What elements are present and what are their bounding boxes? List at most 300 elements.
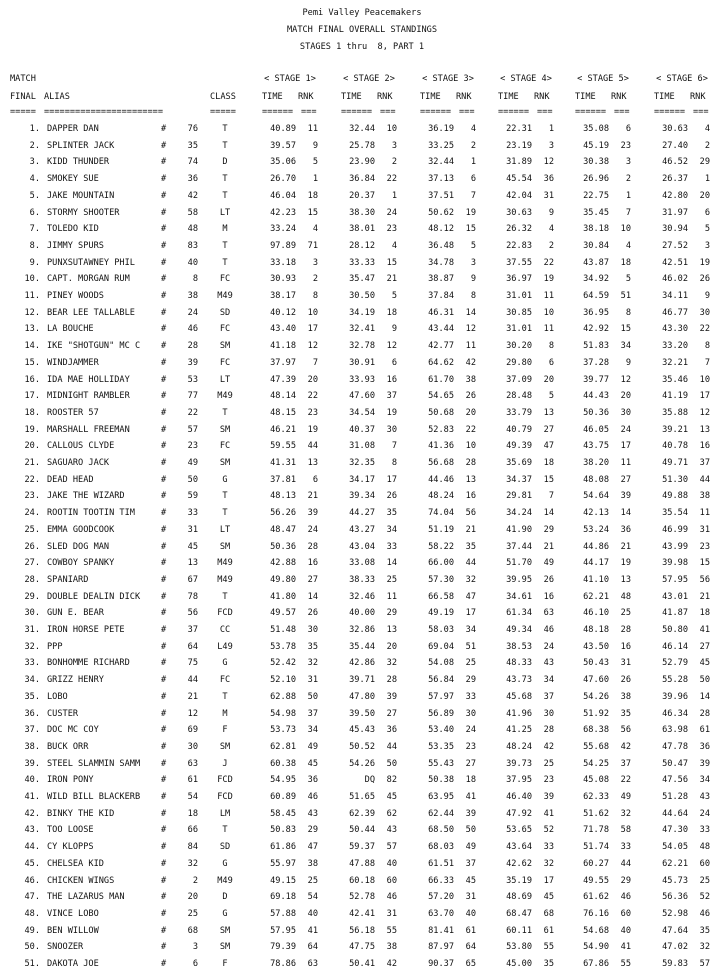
stage-1-time: 58.45 xyxy=(270,809,296,819)
stage-5-time: 44.17 xyxy=(583,558,609,568)
stage-5-time: 71.78 xyxy=(583,825,609,835)
stage-6-time: 43.01 xyxy=(662,592,688,602)
stage-5-rank: 60 xyxy=(620,909,631,919)
stage-3-time: 66.58 xyxy=(428,592,454,602)
stage-6-rank: 14 xyxy=(699,692,710,702)
shooter-class: M49 xyxy=(217,291,233,301)
shooter-alias: IRON PONY xyxy=(47,775,94,785)
stage-6-rank: 18 xyxy=(699,608,710,618)
stage-6-rank-header: RNK xyxy=(690,92,706,102)
rule-final: ===== xyxy=(10,107,36,117)
stage-2-rank: 42 xyxy=(386,959,397,969)
shooter-alias: JAKE THE WIZARD xyxy=(47,491,125,501)
place-number: 17. xyxy=(24,391,40,401)
shooter-alias: SMOKEY SUE xyxy=(47,174,99,184)
stage-4-rank: 55 xyxy=(543,942,554,952)
stage-1-time: 60.38 xyxy=(270,759,296,769)
stage-5-rank: 58 xyxy=(620,825,631,835)
stage-3-rank: 8 xyxy=(470,291,476,301)
stage-3-time: 54.65 xyxy=(428,391,454,401)
stage-4-rank: 2 xyxy=(548,241,554,251)
stage-6-time: 41.19 xyxy=(662,391,688,401)
stage-3-rank: 51 xyxy=(465,642,476,652)
hash-mark: # xyxy=(161,892,167,902)
stage-3-time: 69.04 xyxy=(428,642,454,652)
shooter-class: G xyxy=(222,859,228,869)
stage-6-time: 57.95 xyxy=(662,575,688,585)
stage-5-rank: 20 xyxy=(620,391,631,401)
shooter-alias: BINKY THE KID xyxy=(47,809,115,819)
stage-2-time: 50.44 xyxy=(349,825,375,835)
shooter-alias: GUN E. BEAR xyxy=(47,608,104,618)
shooter-alias: COWBOY SPANKY xyxy=(47,558,115,568)
stage-2-time: 43.04 xyxy=(349,542,375,552)
stage-2-time: 54.26 xyxy=(349,759,375,769)
stage-3-rank: 5 xyxy=(470,241,476,251)
stage-5-rank: 12 xyxy=(620,375,631,385)
stage-4-time: 31.01 xyxy=(506,324,532,334)
shooter-alias: DAPPER DAN xyxy=(47,124,99,134)
stage-4-time: 37.55 xyxy=(506,258,532,268)
shooter-number: 33 xyxy=(187,508,198,518)
stage-5-rank: 11 xyxy=(620,458,631,468)
stage-6-time: 46.34 xyxy=(662,709,688,719)
shooter-number: 59 xyxy=(187,491,198,501)
stage-6-rank: 4 xyxy=(704,124,710,134)
hash-mark: # xyxy=(161,324,167,334)
place-number: 6. xyxy=(29,208,40,218)
stage-4-time: 31.01 xyxy=(506,291,532,301)
stage-3-time: 61.70 xyxy=(428,375,454,385)
stage-3-time: 56.89 xyxy=(428,709,454,719)
stage-4-rank: 61 xyxy=(543,926,554,936)
hash-mark: # xyxy=(161,709,167,719)
stage-2-rank: 20 xyxy=(386,642,397,652)
stage-1-rank: 7 xyxy=(312,358,318,368)
stage-4-rank: 11 xyxy=(543,291,554,301)
stage-5-rank: 4 xyxy=(625,241,631,251)
stage-1-rank: 10 xyxy=(307,308,318,318)
stage-2-time: 47.88 xyxy=(349,859,375,869)
place-number: 4. xyxy=(29,174,40,184)
stage-1-rank: 64 xyxy=(307,942,318,952)
hash-mark: # xyxy=(161,508,167,518)
stage-6-rank: 1 xyxy=(704,174,710,184)
shooter-class: T xyxy=(222,692,228,702)
stage-3-rank: 6 xyxy=(470,174,476,184)
shooter-class: M xyxy=(222,709,228,719)
stage-5-rank: 7 xyxy=(625,208,631,218)
stage-2-rank: 62 xyxy=(386,809,397,819)
stage-6-rank: 27 xyxy=(699,642,710,652)
stage-6-time: 30.63 xyxy=(662,124,688,134)
stage-1-rank: 20 xyxy=(307,375,318,385)
stage-1-time: 59.55 xyxy=(270,441,296,451)
stage-1-time: 35.06 xyxy=(270,157,296,167)
stage-1-time: 97.89 xyxy=(270,241,296,251)
stage-5-time: 50.36 xyxy=(583,408,609,418)
stage-6-time: 26.37 xyxy=(662,174,688,184)
shooter-class: FC xyxy=(219,675,231,685)
stage-4-rank: 8 xyxy=(548,341,554,351)
stage-3-rank: 32 xyxy=(465,575,476,585)
stage-1-time: 37.97 xyxy=(270,358,296,368)
shooter-alias: BONHOMME RICHARD xyxy=(47,658,130,668)
stage-3-rank: 13 xyxy=(465,475,476,485)
stage-3-time-rule: ====== xyxy=(420,107,452,117)
stage-1-rank: 24 xyxy=(307,525,318,535)
hash-mark: # xyxy=(161,642,167,652)
stage-5-rank: 31 xyxy=(620,658,631,668)
shooter-class: T xyxy=(222,592,228,602)
stage-4-time: 35.19 xyxy=(506,876,532,886)
stage-1-rank: 5 xyxy=(312,157,318,167)
stage-4-time: 34.24 xyxy=(506,508,532,518)
stage-3-time: 50.68 xyxy=(428,408,454,418)
stage-2-rank: 38 xyxy=(386,942,397,952)
stage-4-rank: 15 xyxy=(543,475,554,485)
stage-4-rank: 42 xyxy=(543,742,554,752)
stage-4-time: 53.80 xyxy=(506,942,532,952)
stage-6-time: 62.21 xyxy=(662,859,688,869)
stage-1-rank: 71 xyxy=(307,241,318,251)
header-final: FINAL xyxy=(10,92,36,102)
stage-6-time: 39.21 xyxy=(662,425,688,435)
stage-2-rank: 33 xyxy=(386,542,397,552)
stage-2-rank: 29 xyxy=(386,608,397,618)
hash-mark: # xyxy=(161,375,167,385)
stage-5-time: 64.59 xyxy=(583,291,609,301)
stage-4-time: 48.33 xyxy=(506,658,532,668)
stage-2-time: 20.37 xyxy=(349,191,375,201)
stage-3-time: 43.44 xyxy=(428,324,454,334)
stage-3-rank: 31 xyxy=(465,892,476,902)
stage-4-time: 30.63 xyxy=(506,208,532,218)
stage-6-rank: 10 xyxy=(699,375,710,385)
shooter-alias: PPP xyxy=(47,642,63,652)
hash-mark: # xyxy=(161,191,167,201)
stage-1-rank: 54 xyxy=(307,892,318,902)
stage-2-rank: 24 xyxy=(386,208,397,218)
stage-4-rank: 68 xyxy=(543,909,554,919)
stage-3-time: 49.19 xyxy=(428,608,454,618)
stage-5-rank: 39 xyxy=(620,491,631,501)
shooter-number: 2 xyxy=(192,876,198,886)
shooter-alias: SAGUARO JACK xyxy=(47,458,110,468)
stage-5-time: 54.25 xyxy=(583,759,609,769)
stage-6-time: 46.52 xyxy=(662,157,688,167)
stage-1-time: 42.23 xyxy=(270,208,296,218)
shooter-alias: STORMY SHOOTER xyxy=(47,208,120,218)
shooter-number: 56 xyxy=(187,608,198,618)
stage-5-rank: 10 xyxy=(620,224,631,234)
stage-1-rank: 63 xyxy=(307,959,318,969)
stage-4-rank: 37 xyxy=(543,692,554,702)
shooter-number: 28 xyxy=(187,341,198,351)
stage-1-time: 51.48 xyxy=(270,625,296,635)
shooter-number: 64 xyxy=(187,642,198,652)
stage-3-rank: 18 xyxy=(465,775,476,785)
stage-2-time: 50.52 xyxy=(349,742,375,752)
stage-1-rank: 14 xyxy=(307,592,318,602)
stage-6-time: 30.94 xyxy=(662,224,688,234)
stage-5-time: 48.08 xyxy=(583,475,609,485)
stage-2-rank: 40 xyxy=(386,859,397,869)
stage-2-time: DQ xyxy=(364,775,375,785)
stage-2-rank: 31 xyxy=(386,909,397,919)
stage-1-time: 57.95 xyxy=(270,926,296,936)
stage-2-rank-header: RNK xyxy=(377,92,393,102)
stage-6-rank: 39 xyxy=(699,759,710,769)
stage-1-rank: 17 xyxy=(307,324,318,334)
shooter-number: 3 xyxy=(192,942,198,952)
stage-5-rank: 55 xyxy=(620,959,631,969)
shooter-class: FC xyxy=(219,441,231,451)
shooter-class: FC xyxy=(219,358,231,368)
shooter-number: 25 xyxy=(187,909,198,919)
stage-4-time: 45.00 xyxy=(506,959,532,969)
stage-3-time: 56.68 xyxy=(428,458,454,468)
stage-3-rank: 39 xyxy=(465,809,476,819)
place-number: 36. xyxy=(24,709,40,719)
stage-4-time: 43.64 xyxy=(506,842,532,852)
stage-1-rank: 44 xyxy=(307,441,318,451)
stage-1-time: 54.95 xyxy=(270,775,296,785)
stage-4-rank: 21 xyxy=(543,542,554,552)
stage-6-time: 56.36 xyxy=(662,892,688,902)
hash-mark: # xyxy=(161,358,167,368)
stage-3-rank: 3 xyxy=(470,258,476,268)
stage-3-time: 33.25 xyxy=(428,141,454,151)
stage-2-rank: 46 xyxy=(386,892,397,902)
stage-2-time: 31.08 xyxy=(349,441,375,451)
stage-6-rank: 61 xyxy=(699,725,710,735)
stage-6-rank: 7 xyxy=(704,358,710,368)
stage-2-time: 35.47 xyxy=(349,274,375,284)
shooter-alias: MARSHALL FREEMAN xyxy=(47,425,130,435)
shooter-alias: LA BOUCHE xyxy=(47,324,94,334)
shooter-number: 24 xyxy=(187,308,198,318)
stage-3-time: 90.37 xyxy=(428,959,454,969)
hash-mark: # xyxy=(161,759,167,769)
hash-mark: # xyxy=(161,692,167,702)
shooter-class: T xyxy=(222,241,228,251)
stage-3-time: 66.33 xyxy=(428,876,454,886)
stage-5-time: 55.68 xyxy=(583,742,609,752)
stage-3-rank: 42 xyxy=(465,358,476,368)
stage-2-rank: 44 xyxy=(386,742,397,752)
hash-mark: # xyxy=(161,425,167,435)
stage-2-rank: 22 xyxy=(386,174,397,184)
stage-2-time: 50.41 xyxy=(349,959,375,969)
stage-3-time: 46.31 xyxy=(428,308,454,318)
hash-mark: # xyxy=(161,658,167,668)
stage-4-rank: 32 xyxy=(543,859,554,869)
hash-mark: # xyxy=(161,124,167,134)
stage-6-rank: 41 xyxy=(699,625,710,635)
shooter-number: 83 xyxy=(187,241,198,251)
hash-mark: # xyxy=(161,675,167,685)
place-number: 1. xyxy=(29,124,40,134)
stage-2-rank: 4 xyxy=(391,241,397,251)
stage-1-time: 37.81 xyxy=(270,475,296,485)
stage-2-rank: 14 xyxy=(386,558,397,568)
stage-5-time: 51.83 xyxy=(583,341,609,351)
stage-3-time: 53.35 xyxy=(428,742,454,752)
stage-1-time: 79.39 xyxy=(270,942,296,952)
stage-5-rank: 36 xyxy=(620,525,631,535)
stage-3-time: 57.97 xyxy=(428,692,454,702)
stage-4-rank: 11 xyxy=(543,324,554,334)
stage-3-rank: 22 xyxy=(465,425,476,435)
stage-4-time: 53.65 xyxy=(506,825,532,835)
stage-6-rank: 37 xyxy=(699,458,710,468)
stage-4-rank: 9 xyxy=(548,208,554,218)
stage-2-rank: 19 xyxy=(386,408,397,418)
stage-2-rank: 18 xyxy=(386,308,397,318)
stage-6-time: 46.77 xyxy=(662,308,688,318)
shooter-class: T xyxy=(222,141,228,151)
stage-1-rank: 1 xyxy=(312,174,318,184)
shooter-number: 12 xyxy=(187,709,198,719)
stage-1-time-rule: ====== xyxy=(262,107,294,117)
stage-1-rank: 22 xyxy=(307,391,318,401)
shooter-alias: JAKE MOUNTAIN xyxy=(47,191,115,201)
stage-6-rank: 48 xyxy=(699,842,710,852)
stage-3-time: 44.46 xyxy=(428,475,454,485)
stage-2-time: 39.50 xyxy=(349,709,375,719)
stage-2-time: 28.12 xyxy=(349,241,375,251)
stage-3-rank: 2 xyxy=(470,141,476,151)
stage-6-rank: 46 xyxy=(699,909,710,919)
shooter-class: FCD xyxy=(217,792,233,802)
hash-mark: # xyxy=(161,959,167,969)
stage-4-rank: 3 xyxy=(548,141,554,151)
shooter-alias: CY KLOPPS xyxy=(47,842,94,852)
stage-5-time: 62.21 xyxy=(583,592,609,602)
stage-3-time: 55.43 xyxy=(428,759,454,769)
shooter-class: FCD xyxy=(217,775,233,785)
stage-1-time: 60.89 xyxy=(270,792,296,802)
stage-5-rank: 6 xyxy=(625,124,631,134)
stage-2-time: 32.78 xyxy=(349,341,375,351)
stage-3-rank: 11 xyxy=(465,341,476,351)
stage-2-time: 52.78 xyxy=(349,892,375,902)
stage-6-rank: 6 xyxy=(704,208,710,218)
stage-4-time: 42.04 xyxy=(506,191,532,201)
stage-5-rank: 51 xyxy=(620,291,631,301)
stage-4-rank: 30 xyxy=(543,709,554,719)
stage-3-rank: 44 xyxy=(465,558,476,568)
stage-6-time: 49.88 xyxy=(662,491,688,501)
stage-4-rank: 26 xyxy=(543,575,554,585)
stage-2-rank: 26 xyxy=(386,491,397,501)
stage-5-time: 36.95 xyxy=(583,308,609,318)
stage-6-time: 43.99 xyxy=(662,542,688,552)
stage-2-time: 32.46 xyxy=(349,592,375,602)
shooter-class: LT xyxy=(219,525,231,535)
shooter-number: 69 xyxy=(187,725,198,735)
stage-2-time: 32.44 xyxy=(349,124,375,134)
stage-5-header: < STAGE 5> xyxy=(577,74,629,84)
stage-2-time: 40.00 xyxy=(349,608,375,618)
stage-1-time: 52.10 xyxy=(270,675,296,685)
stage-4-time: 22.83 xyxy=(506,241,532,251)
stage-5-time: 51.62 xyxy=(583,809,609,819)
stage-2-time: 42.86 xyxy=(349,658,375,668)
hash-mark: # xyxy=(161,942,167,952)
shooter-number: 76 xyxy=(187,124,198,134)
shooter-alias: SLED DOG MAN xyxy=(47,542,110,552)
hash-mark: # xyxy=(161,525,167,535)
stage-3-rank-rule: === xyxy=(459,107,475,117)
stage-4-time: 37.44 xyxy=(506,542,532,552)
stage-6-time: 52.98 xyxy=(662,909,688,919)
shooter-alias: KIDD THUNDER xyxy=(47,157,110,167)
stage-1-rank: 13 xyxy=(307,458,318,468)
stage-1-rank: 19 xyxy=(307,425,318,435)
stage-4-rank: 20 xyxy=(543,375,554,385)
shooter-class: T xyxy=(222,191,228,201)
stage-6-rank: 15 xyxy=(699,558,710,568)
stage-5-time: 43.87 xyxy=(583,258,609,268)
stage-5-rank: 35 xyxy=(620,709,631,719)
stage-6-rank: 22 xyxy=(699,324,710,334)
stage-4-rank: 36 xyxy=(543,174,554,184)
stage-6-time: 47.30 xyxy=(662,825,688,835)
hash-mark: # xyxy=(161,241,167,251)
stage-3-time: 56.84 xyxy=(428,675,454,685)
stage-6-time: 54.05 xyxy=(662,842,688,852)
stage-3-time: 74.04 xyxy=(428,508,454,518)
stage-3-time: 58.22 xyxy=(428,542,454,552)
stage-4-rank: 7 xyxy=(548,491,554,501)
stage-5-time-header: TIME xyxy=(575,92,596,102)
stage-6-rank: 34 xyxy=(699,775,710,785)
shooter-alias: TOLEDO KID xyxy=(47,224,99,234)
stage-2-rank: 1 xyxy=(391,191,397,201)
place-number: 25. xyxy=(24,525,40,535)
rule-class: ===== xyxy=(210,107,236,117)
place-number: 21. xyxy=(24,458,40,468)
stage-1-time: 43.40 xyxy=(270,324,296,334)
stage-5-time: 49.55 xyxy=(583,876,609,886)
stage-3-time: 68.03 xyxy=(428,842,454,852)
rule-alias: ======================= xyxy=(44,107,163,117)
stage-6-time: 35.46 xyxy=(662,375,688,385)
stage-4-rank: 22 xyxy=(543,258,554,268)
stage-6-time: 46.02 xyxy=(662,274,688,284)
stage-6-rank: 17 xyxy=(699,391,710,401)
stage-6-time: 55.28 xyxy=(662,675,688,685)
stage-6-rank: 24 xyxy=(699,809,710,819)
stage-3-rank: 33 xyxy=(465,692,476,702)
shooter-alias: BUCK ORR xyxy=(47,742,89,752)
stage-3-rank: 20 xyxy=(465,408,476,418)
stage-6-time: 49.71 xyxy=(662,458,688,468)
stage-4-time: 28.48 xyxy=(506,391,532,401)
hash-mark: # xyxy=(161,825,167,835)
stage-3-rank: 21 xyxy=(465,525,476,535)
stage-2-rank: 32 xyxy=(386,658,397,668)
shooter-alias: IDA MAE HOLLIDAY xyxy=(47,375,130,385)
stage-3-rank: 27 xyxy=(465,759,476,769)
hash-mark: # xyxy=(161,291,167,301)
stage-4-time: 36.97 xyxy=(506,274,532,284)
stage-6-time: 44.64 xyxy=(662,809,688,819)
hash-mark: # xyxy=(161,208,167,218)
stage-3-rank: 50 xyxy=(465,825,476,835)
